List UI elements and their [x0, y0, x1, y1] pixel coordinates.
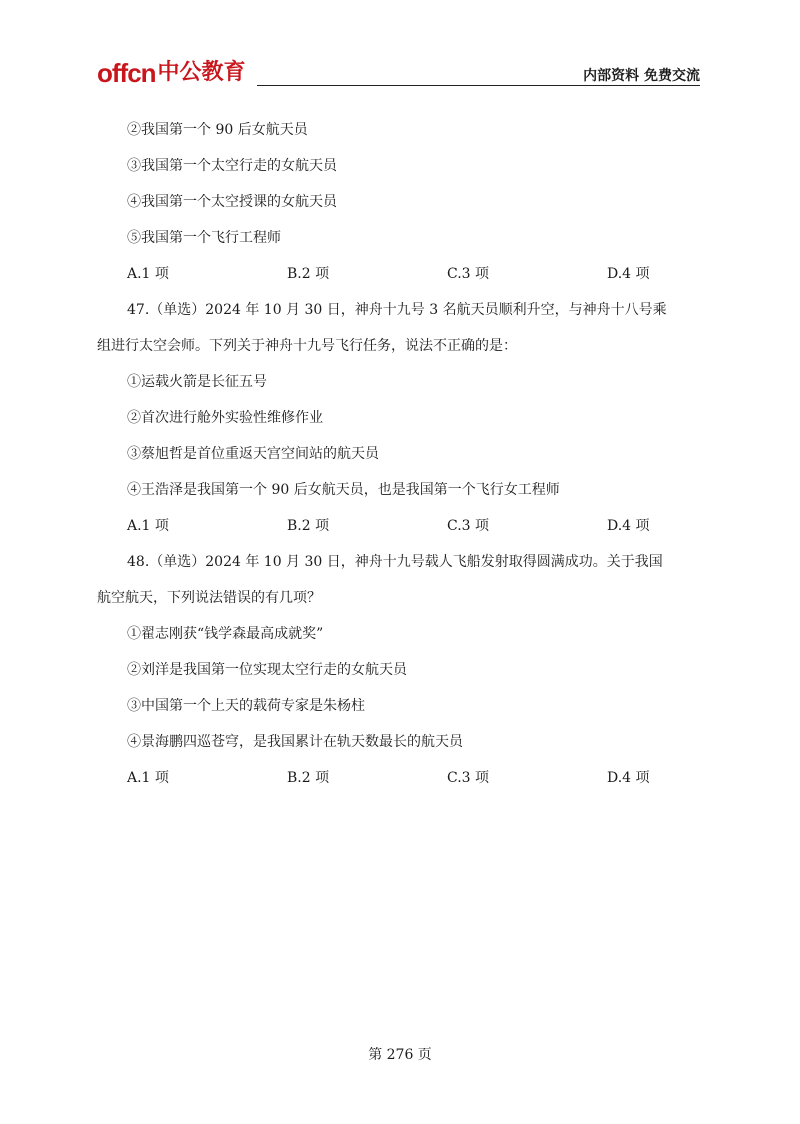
- q48-item-1: ①翟志刚获“钱学森最高成就奖”: [127, 626, 324, 642]
- q47-option-a: A.1 项: [127, 518, 169, 534]
- offcn-logo: [97, 60, 246, 86]
- header-divider: [257, 85, 700, 86]
- q47-options: [97, 508, 703, 544]
- q48-stem-line-1: 48.（单选）2024 年 10 月 30 日，神舟十九号载人飞船发射取得圆满成功。关于我国: [127, 554, 663, 570]
- q46-options: [97, 256, 703, 292]
- q47-stem-line-1: 47.（单选）2024 年 10 月 30 日，神舟十九号 3 名航天员顺利升空，与神舟十八号乘: [127, 302, 667, 318]
- header-note: 内部资料 免费交流: [583, 68, 700, 84]
- q48-option-d: D.4 项: [607, 770, 650, 786]
- q47-item-3: ③蔡旭哲是首位重返天宫空间站的航天员: [127, 446, 379, 462]
- q48-option-a: A.1 项: [127, 770, 169, 786]
- q48-option-b: B.2 项: [287, 770, 330, 786]
- logo-latin-text: offcn: [97, 58, 156, 88]
- q46-option-b: B.2 项: [287, 266, 330, 282]
- q47-stem-line-2: 组进行太空会师。下列关于神舟十九号飞行任务，说法不正确的是：: [97, 338, 517, 354]
- q47-option-b: B.2 项: [287, 518, 330, 534]
- logo-cjk-text: 中公教育: [157, 60, 246, 85]
- page-number: 第 276 页: [368, 1047, 432, 1063]
- page-header: [97, 60, 700, 88]
- q48-options: [97, 760, 703, 796]
- q48-option-c: C.3 项: [447, 770, 490, 786]
- q47-item-2: ②首次进行舱外实验性维修作业: [127, 410, 323, 426]
- q46-item-5: ⑤我国第一个飞行工程师: [127, 230, 281, 246]
- q46-option-c: C.3 项: [447, 266, 490, 282]
- q48-item-2: ②刘洋是我国第一位实现太空行走的女航天员: [127, 662, 407, 678]
- q46-option-a: A.1 项: [127, 266, 169, 282]
- q47-item-1: ①运载火箭是长征五号: [127, 374, 267, 390]
- page-content: [97, 112, 703, 796]
- q46-option-d: D.4 项: [607, 266, 650, 282]
- q47-option-c: C.3 项: [447, 518, 490, 534]
- q48-stem-line-2: 航空航天，下列说法错误的有几项？: [97, 590, 321, 606]
- q47-option-d: D.4 项: [607, 518, 650, 534]
- q46-item-4: ④我国第一个太空授课的女航天员: [127, 194, 337, 210]
- q48-item-3: ③中国第一个上天的载荷专家是朱杨柱: [127, 698, 365, 714]
- q48-item-4: ④景海鹏四巡苍穹，是我国累计在轨天数最长的航天员: [127, 734, 463, 750]
- q46-item-2: ②我国第一个 90 后女航天员: [127, 122, 308, 138]
- q47-item-4: ④王浩泽是我国第一个 90 后女航天员，也是我国第一个飞行女工程师: [127, 482, 560, 498]
- q46-item-3: ③我国第一个太空行走的女航天员: [127, 158, 337, 174]
